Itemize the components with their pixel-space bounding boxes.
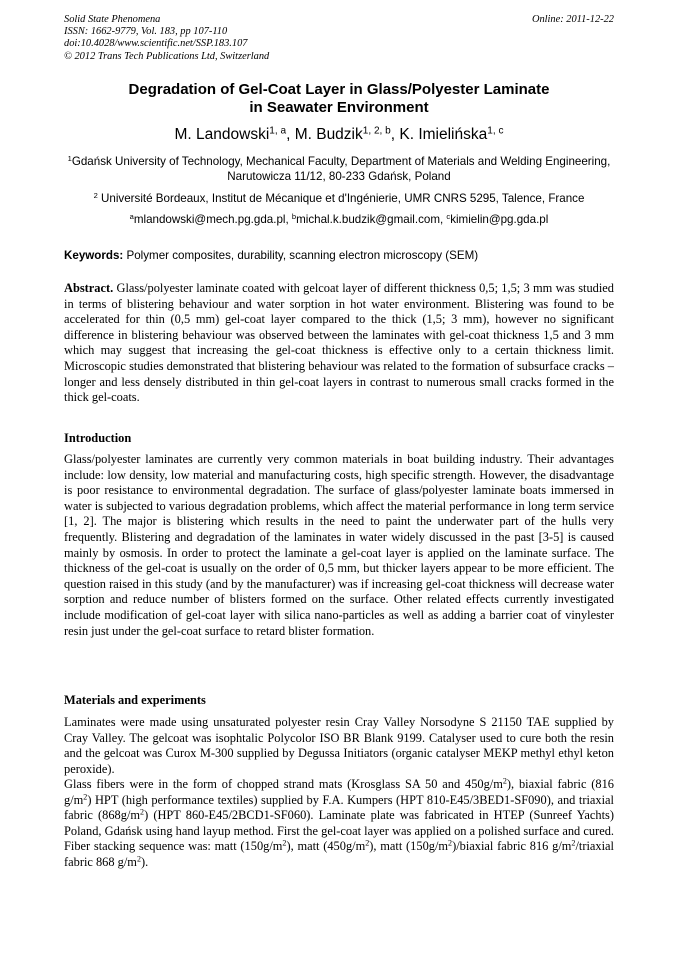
email-link[interactable]: michal.k.budzik@gmail.com, bbox=[296, 213, 447, 226]
affiliation-mark: 2 bbox=[93, 190, 98, 200]
email-mark: b bbox=[291, 211, 297, 221]
text-run: /triaxial fabric 868 g/m bbox=[64, 839, 614, 869]
abstract-text: Glass/polyester laminate coated with gelcoat layer of different thickness 0,5; 1,5; 3 mm was studied in terms of blistering behaviour and water sorption in hot water environment. Blistering was found to be accelerated for thin (0,5 mm) gel-coat layer compared to the thick (1,5; 3 mm), however no significant difference in blistering behaviour was observed between the laminates with gel-coat thickness 1,5 and 3 mm which may suggest that increasing the gel-coat thickness is effective only to a certain thickness limit. Microscopic studies demonstrated that blistering behaviour was related to the formation of subsurface cracks – longer and less densely distributed in thin gel-coat layers in contrast to numerous small cracks formed in the thick gel-coats. bbox=[64, 281, 614, 405]
email-mark: c bbox=[446, 211, 451, 221]
online-date: Online: 2011-12-22 bbox=[531, 14, 614, 25]
paper-title bbox=[64, 81, 614, 117]
text-run: ). bbox=[140, 854, 149, 869]
abstract-label: Abstract. bbox=[64, 281, 114, 295]
superscript: 2 bbox=[502, 776, 507, 786]
text-run: ), matt (450g/m bbox=[286, 839, 366, 854]
author-separator: , bbox=[286, 126, 295, 143]
journal-header bbox=[64, 14, 269, 63]
affiliation-1 bbox=[64, 154, 614, 184]
email-link[interactable]: kimielin@pg.gda.pl bbox=[450, 213, 549, 226]
introduction-heading: Introduction bbox=[64, 431, 132, 445]
author-mark: 1, a bbox=[269, 125, 287, 137]
author-separator: , bbox=[390, 126, 400, 143]
email-mark: a bbox=[129, 211, 134, 221]
doi-line: doi:10.4028/www.scientific.net/SSP.183.107 bbox=[64, 38, 248, 50]
keywords-label: Keywords: bbox=[64, 249, 124, 262]
text-run: ), matt (150g/m bbox=[369, 839, 449, 854]
text-run: ), biaxial fabric (816 g/m bbox=[64, 777, 615, 807]
author-name: M. Landowski bbox=[174, 126, 270, 143]
keywords-text: Polymer composites, durability, scanning electron microscopy (SEM) bbox=[123, 249, 479, 262]
author-list bbox=[64, 126, 614, 144]
materials-heading: Materials and experiments bbox=[64, 693, 206, 707]
superscript: 2 bbox=[571, 838, 576, 848]
author-mark: 1, 2, b bbox=[362, 125, 391, 137]
author-name: M. Budzik bbox=[294, 126, 363, 143]
journal-name: Solid State Phenomena bbox=[64, 14, 161, 25]
text-run: ) HPT (high performance textiles) supplied by F.A. Kumpers (HPT 810-E45/3BED1-SF090), and triaxial fabric (868g/m bbox=[64, 792, 614, 823]
author-mark: 1, c bbox=[487, 125, 504, 137]
title-line-2: in Seawater Environment bbox=[249, 99, 429, 116]
superscript: 2 bbox=[136, 854, 141, 864]
superscript: 2 bbox=[365, 838, 370, 848]
issn-line: ISSN: 1662-9779, Vol. 183, pp 107-110 bbox=[64, 26, 228, 38]
abstract bbox=[64, 281, 614, 406]
email-list bbox=[64, 213, 614, 226]
text-run: Glass fibers were in the form of chopped strand mats (Krosglass SA 50 and 450g/m bbox=[64, 777, 503, 791]
email-link[interactable]: mlandowski@mech.pg.gda.pl, bbox=[133, 213, 292, 226]
affiliation-text: Université Bordeaux, Institut de Mécanique et d'Ingénierie, UMR CNRS 5295, Talence, France bbox=[101, 192, 585, 205]
superscript: 2 bbox=[282, 838, 287, 848]
affiliation-text: Gdańsk University of Technology, Mechanical Faculty, Department of Materials and Welding Engineering, Narutowicza 11/12, 80-233 Gdańsk, Poland bbox=[71, 155, 611, 183]
superscript: 2 bbox=[140, 807, 145, 817]
introduction-text: Glass/polyester laminates are currently very common materials in boat building industry. Their advantages include: low density, low material and manufacturing costs, high specific strength. However, the disadvantage is poor resistance to environmental degradation. The surface of glass/polyester laminate boats immersed in water is subjected to various degradation problems, which affect the material performance in long term service [1, 2]. The major is blistering which results in the need to paint the underwater part of the hulls very frequently. Blistering and degradation of the laminates in water widely discussed in the past [3-5] is caused mainly by osmosis. In order to protect the laminate a gel-coat layer is applied on the laminate surface. The thickness of the gel-coat is usually on the order of 0,5 mm, but thicker layers appear to be more efficient. The question raised in this study (and by the manufacturer) was if increasing gel-coat thickness will decrease water sorption and reduce number of blisters formed on the surface. Other related effects currently investigated include modification of gel-coat layer with silica nano-particles as well as adding a barrier coat of vinylester resin just under the gel-coat surface to retard blister formation. bbox=[64, 452, 614, 638]
text-run: ) (HPT 860-E45/2BCD1-SF060). Laminate plate was fabricated in HTEP (Sunreef Yachts) Poland, Gdańsk using hand layup method. First the gel-coat layer was applied on a polished surface and cured. Fiber stacking sequence was: matt (150g/m bbox=[64, 808, 614, 854]
keywords bbox=[64, 249, 614, 262]
superscript: 2 bbox=[448, 838, 453, 848]
materials-paragraph-2 bbox=[64, 777, 614, 871]
affiliation-2 bbox=[64, 192, 614, 205]
title-line-1: Degradation of Gel-Coat Layer in Glass/Polyester Laminate bbox=[128, 81, 550, 98]
materials-paragraph-1: Laminates were made using unsaturated polyester resin Cray Valley Norsodyne S 21150 TAE supplied by Cray Valley. The gelcoat was isophtalic Polycolor ISO BR Blank 9199. Catalyser used to cure both the resin and the gelcoat was Curox M-300 supplied by Degussa Initiators (organic catalyser MEKP methyl ethyl keton peroxide). bbox=[64, 715, 614, 776]
copyright-line: © 2012 Trans Tech Publications Ltd, Switzerland bbox=[64, 50, 270, 62]
author-name: K. Imielińska bbox=[399, 126, 488, 143]
affiliation-mark: 1 bbox=[67, 153, 72, 163]
superscript: 2 bbox=[83, 792, 88, 802]
text-run: )/biaxial fabric 816 g/m bbox=[452, 839, 572, 854]
